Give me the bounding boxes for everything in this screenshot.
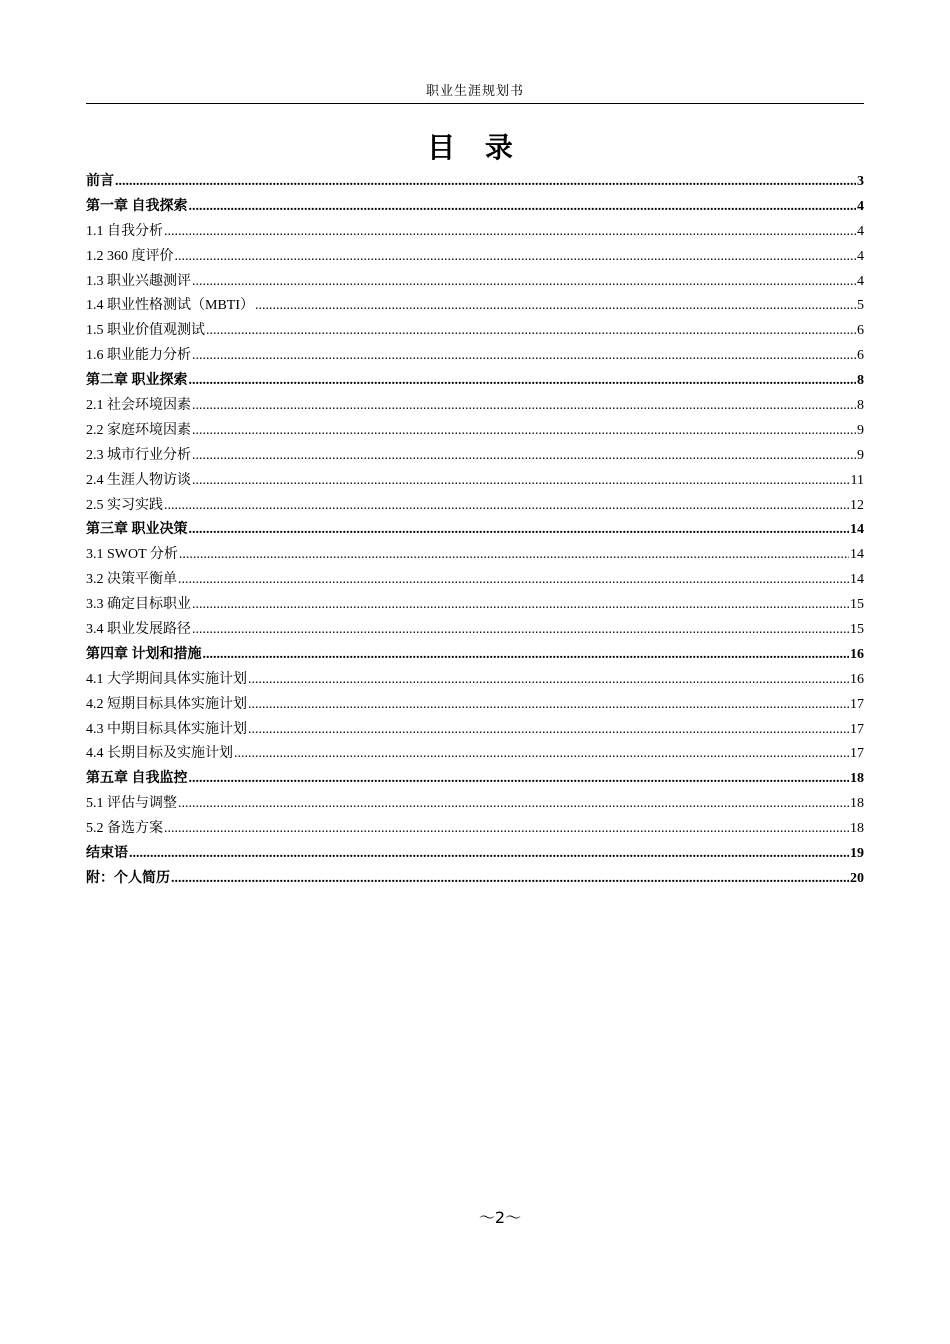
- toc-section-entry[interactable]: [86, 543, 864, 568]
- toc-entry-label: 4.3 中期目标具体实施计划: [86, 721, 247, 737]
- toc-entry-page: 5: [857, 298, 864, 314]
- toc-entry-label: 1.6 职业能力分析: [86, 348, 191, 364]
- toc-dot-leader: [192, 344, 856, 369]
- toc-entry-page: 14: [850, 522, 864, 538]
- toc-chapter-entry[interactable]: [86, 369, 864, 394]
- toc-dot-leader: [178, 792, 849, 817]
- toc-entry-label: 4.4 长期目标及实施计划: [86, 746, 233, 762]
- toc-entry-label: 前言: [86, 174, 114, 189]
- toc-entry-label: 4.1 大学期间具体实施计划: [86, 671, 247, 687]
- toc-dot-leader: [189, 518, 850, 543]
- toc-dot-leader: [192, 593, 849, 618]
- toc-entry-label: 1.5 职业价值观测试: [86, 323, 205, 339]
- toc-dot-leader: [248, 668, 849, 693]
- toc-section-entry[interactable]: [86, 319, 864, 344]
- toc-entry-label: 3.3 确定目标职业: [86, 597, 191, 613]
- toc-dot-leader: [115, 170, 856, 195]
- toc-entry-page: 8: [857, 373, 864, 389]
- toc-dot-leader: [178, 568, 849, 593]
- toc-dot-leader: [255, 294, 856, 319]
- toc-chapter-entry[interactable]: [86, 643, 864, 668]
- toc-dot-leader: [175, 245, 857, 270]
- toc-entry-page: 14: [850, 572, 864, 588]
- toc-entry-label: 2.1 社会环境因素: [86, 398, 191, 414]
- toc-section-entry[interactable]: [86, 270, 864, 295]
- toc-entry-label: 5.2 备选方案: [86, 821, 163, 837]
- toc-title: 目 录: [427, 131, 523, 164]
- toc-entry-page: 4: [857, 198, 864, 214]
- toc-entry-label: 2.5 实习实践: [86, 497, 163, 513]
- toc-entry-label: 2.4 生涯人物访谈: [86, 472, 191, 488]
- toc-section-entry[interactable]: [86, 593, 864, 618]
- toc-entry-page: 17: [850, 721, 864, 737]
- toc-section-entry[interactable]: [86, 792, 864, 817]
- toc-dot-leader: [248, 693, 849, 718]
- toc-section-entry[interactable]: [86, 817, 864, 842]
- toc-section-entry[interactable]: [86, 245, 864, 270]
- toc-dot-leader: [192, 444, 856, 469]
- toc-section-entry[interactable]: [86, 344, 864, 369]
- toc-dot-leader: [248, 718, 849, 743]
- toc-entry-page: 17: [850, 746, 864, 762]
- toc-entry-page: 12: [850, 497, 864, 513]
- toc-chapter-entry[interactable]: [86, 767, 864, 792]
- toc-entry-label: 第五章 自我监控: [86, 771, 188, 787]
- toc-entry-page: 20: [850, 870, 864, 886]
- toc-chapter-entry[interactable]: [86, 518, 864, 543]
- toc-entry-label: 3.4 职业发展路径: [86, 622, 191, 638]
- toc-entry-label: 第一章 自我探索: [86, 198, 188, 214]
- running-header: 职业生涯规划书: [425, 84, 524, 99]
- toc-entry-page: 9: [857, 447, 864, 463]
- toc-entry-page: 4: [857, 248, 864, 264]
- toc-entry-page: 18: [850, 796, 864, 812]
- toc-chapter-entry[interactable]: [86, 867, 864, 892]
- toc-section-entry[interactable]: [86, 668, 864, 693]
- toc-dot-leader: [179, 543, 849, 568]
- toc-dot-leader: [189, 767, 850, 792]
- toc-section-entry[interactable]: [86, 444, 864, 469]
- toc-entry-label: 3.1 SWOT 分析: [86, 547, 178, 563]
- toc-section-entry[interactable]: [86, 718, 864, 743]
- toc-entry-page: 15: [850, 622, 864, 638]
- toc-entry-page: 19: [850, 846, 864, 862]
- toc-section-entry[interactable]: [86, 469, 864, 494]
- toc-dot-leader: [192, 419, 856, 444]
- toc-entry-label: 5.1 评估与调整: [86, 796, 177, 812]
- toc-chapter-entry[interactable]: [86, 842, 864, 867]
- toc-entry-page: 6: [857, 323, 864, 339]
- toc-entry-page: 16: [850, 646, 864, 662]
- toc-entry-label: 2.3 城市行业分析: [86, 447, 191, 463]
- table-of-contents: [86, 170, 864, 892]
- toc-section-entry[interactable]: [86, 419, 864, 444]
- toc-entry-label: 第三章 职业决策: [86, 522, 188, 538]
- toc-dot-leader: [192, 270, 856, 295]
- toc-entry-page: 3: [857, 174, 864, 189]
- toc-entry-page: 4: [857, 223, 864, 239]
- toc-entry-page: 18: [850, 821, 864, 837]
- toc-entry-page: 14: [850, 547, 864, 563]
- toc-entry-label: 3.2 决策平衡单: [86, 572, 177, 588]
- toc-dot-leader: [189, 195, 857, 220]
- toc-section-entry[interactable]: [86, 568, 864, 593]
- toc-dot-leader: [206, 319, 856, 344]
- toc-entry-page: 6: [857, 348, 864, 364]
- toc-dot-leader: [171, 867, 849, 892]
- toc-dot-leader: [189, 369, 857, 394]
- toc-entry-label: 2.2 家庭环境因素: [86, 422, 191, 438]
- toc-section-entry[interactable]: [86, 693, 864, 718]
- toc-dot-leader: [164, 494, 849, 519]
- toc-chapter-entry[interactable]: [86, 170, 864, 195]
- toc-entry-page: 11: [850, 472, 864, 488]
- toc-section-entry[interactable]: [86, 294, 864, 319]
- toc-section-entry[interactable]: [86, 220, 864, 245]
- toc-section-entry[interactable]: [86, 742, 864, 767]
- toc-section-entry[interactable]: [86, 494, 864, 519]
- toc-dot-leader: [234, 742, 849, 767]
- toc-entry-page: 9: [857, 422, 864, 438]
- toc-entry-page: 16: [850, 671, 864, 687]
- toc-entry-label: 附：个人简历: [86, 870, 170, 886]
- toc-chapter-entry[interactable]: [86, 195, 864, 220]
- toc-entry-page: 8: [857, 398, 864, 414]
- toc-entry-page: 17: [850, 696, 864, 712]
- toc-entry-label: 第二章 职业探索: [86, 373, 188, 389]
- toc-entry-page: 18: [850, 771, 864, 787]
- toc-entry-label: 1.1 自我分析: [86, 223, 163, 239]
- toc-entry-label: 4.2 短期目标具体实施计划: [86, 696, 247, 712]
- toc-dot-leader: [192, 469, 850, 494]
- toc-dot-leader: [192, 394, 856, 419]
- toc-section-entry[interactable]: [86, 618, 864, 643]
- toc-entry-label: 第四章 计划和措施: [86, 646, 202, 662]
- toc-entry-label: 1.3 职业兴趣测评: [86, 273, 191, 289]
- toc-dot-leader: [129, 842, 849, 867]
- toc-entry-page: 4: [857, 273, 864, 289]
- toc-entry-page: 15: [850, 597, 864, 613]
- header-rule: [86, 103, 864, 104]
- toc-dot-leader: [164, 220, 856, 245]
- page-number: ～2～: [478, 1208, 522, 1227]
- toc-dot-leader: [164, 817, 849, 842]
- toc-entry-label: 1.2 360 度评价: [86, 248, 174, 264]
- toc-entry-label: 1.4 职业性格测试（MBTI）: [86, 298, 254, 314]
- toc-dot-leader: [192, 618, 849, 643]
- toc-section-entry[interactable]: [86, 394, 864, 419]
- toc-dot-leader: [203, 643, 850, 668]
- toc-entry-label: 结束语: [86, 846, 128, 862]
